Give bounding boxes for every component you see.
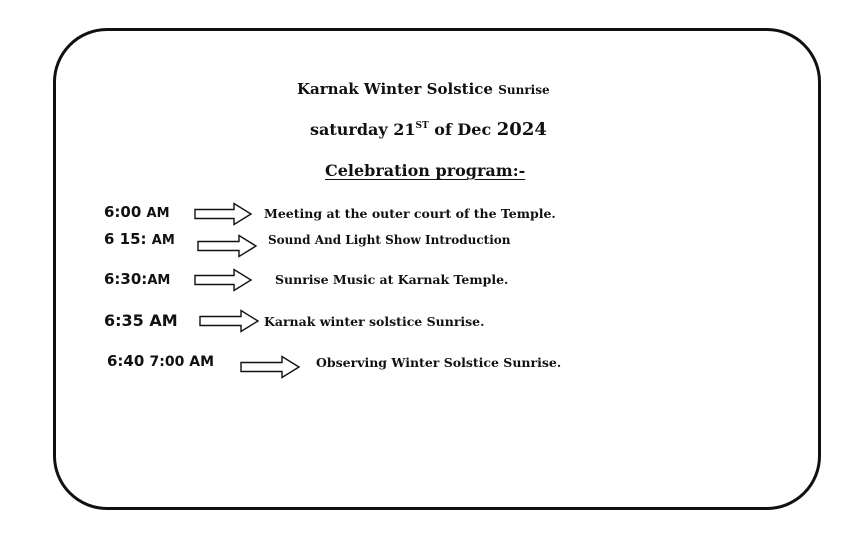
arrow-right-icon — [197, 234, 259, 258]
rounded-border-frame — [53, 28, 821, 510]
arrow-right-icon — [240, 355, 302, 379]
date-year: 2024 — [496, 119, 547, 140]
arrow-right-icon — [199, 309, 261, 333]
title-main: Karnak Winter Solstice — [297, 80, 493, 98]
arrow-right-icon — [194, 202, 254, 226]
schedule-event: Sunrise Music at Karnak Temple. — [275, 272, 509, 287]
schedule-event: Meeting at the outer court of the Temple. — [264, 206, 556, 221]
schedule-event: Karnak winter solstice Sunrise. — [264, 314, 485, 329]
schedule-time: 6 15: AM — [104, 230, 175, 248]
date-superscript: ST — [415, 121, 429, 131]
program-heading: Celebration program:- — [325, 161, 526, 180]
title-small: Sunrise — [498, 83, 550, 97]
schedule-time: 6:00 AM — [104, 203, 170, 221]
date-middle: of Dec — [428, 120, 497, 139]
date-prefix: saturday 21 — [310, 120, 416, 139]
event-title — [297, 80, 550, 98]
schedule-time: 6:40 7:00 AM — [107, 352, 215, 370]
event-date — [310, 119, 547, 140]
schedule-time: 6:30:AM — [104, 270, 171, 288]
arrow-right-icon — [194, 268, 254, 292]
schedule-event: Sound And Light Show Introduction — [268, 233, 511, 247]
schedule-event: Observing Winter Solstice Sunrise. — [316, 355, 562, 370]
schedule-time: 6:35 AM — [104, 311, 178, 330]
